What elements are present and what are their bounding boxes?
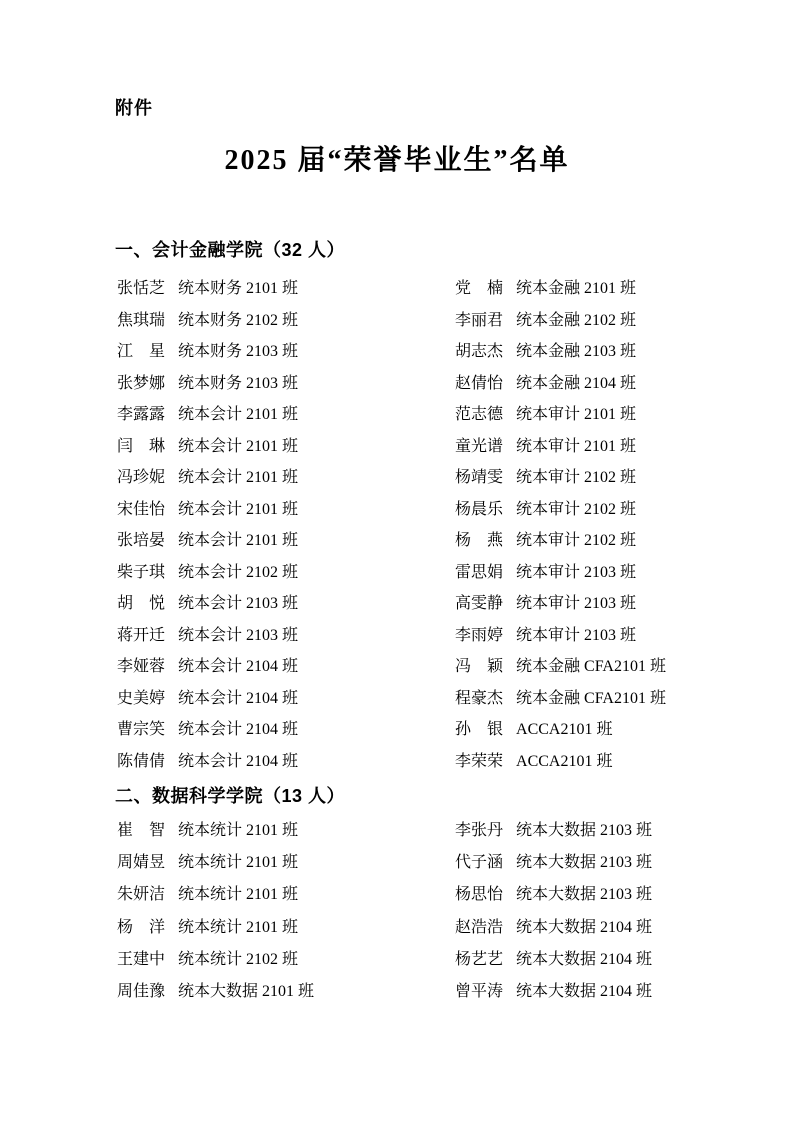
graduate-name: 程豪杰: [455, 689, 504, 707]
graduate-entry: [455, 622, 754, 645]
graduate-name: 冯珍妮: [117, 469, 166, 487]
graduate-entry: [117, 464, 455, 487]
section-rows-data-science: [117, 812, 754, 1006]
graduate-class: 统本会计 2104 班: [178, 752, 299, 770]
graduate-entry: [455, 849, 754, 872]
graduate-row: [117, 586, 754, 618]
graduate-class: 统本金融 2102 班: [516, 311, 637, 329]
graduate-entry: [117, 338, 455, 361]
graduate-class: ACCA2101 班: [516, 752, 613, 770]
graduate-name: 周婧昱: [117, 853, 166, 871]
graduate-entry: [455, 307, 754, 330]
graduate-row: [117, 744, 754, 776]
graduate-entry: [117, 685, 455, 708]
graduate-entry: [117, 590, 455, 613]
graduate-class: 统本会计 2101 班: [178, 469, 299, 487]
graduate-name: 崔 智: [117, 821, 166, 839]
graduate-class: 统本金融 CFA2101 班: [516, 658, 666, 676]
graduate-entry: [117, 622, 455, 645]
graduate-name: 党 楠: [455, 280, 504, 298]
graduate-entry: [117, 653, 455, 676]
graduate-name: 王建中: [117, 950, 166, 968]
graduate-name: 冯 颖: [455, 658, 504, 676]
graduate-row: [117, 271, 754, 303]
graduate-row: [117, 941, 754, 973]
graduate-row: [117, 877, 754, 909]
graduate-class: 统本统计 2101 班: [178, 918, 299, 936]
graduate-entry: [117, 946, 455, 969]
section-heading-data-science: 二、数据科学学院（13 人）: [115, 786, 346, 806]
graduate-class: 统本金融 CFA2101 班: [516, 689, 666, 707]
graduate-row: [117, 812, 754, 844]
graduate-name: 李张丹: [455, 821, 504, 839]
graduate-name: 闫 琳: [117, 437, 166, 455]
graduate-name: 赵倩怡: [455, 374, 504, 392]
graduate-row: [117, 460, 754, 492]
graduate-name: 杨思怡: [455, 886, 504, 904]
graduate-class: 统本审计 2102 班: [516, 532, 637, 550]
graduate-name: 曹宗笑: [117, 721, 166, 739]
graduate-entry: [455, 748, 754, 771]
graduate-row: [117, 334, 754, 366]
graduate-name: 宋佳怡: [117, 500, 166, 518]
graduate-name: 李雨婷: [455, 626, 504, 644]
graduate-name: 范志德: [455, 406, 504, 424]
graduate-entry: [455, 881, 754, 904]
graduate-name: 杨 洋: [117, 918, 166, 936]
graduate-row: [117, 523, 754, 555]
graduate-entry: [117, 370, 455, 393]
graduate-name: 焦琪瑞: [117, 311, 166, 329]
graduate-name: 童光谱: [455, 437, 504, 455]
graduate-row: [117, 649, 754, 681]
graduate-class: 统本审计 2103 班: [516, 563, 637, 581]
graduate-class: 统本审计 2102 班: [516, 469, 637, 487]
graduate-name: 江 星: [117, 343, 166, 361]
graduate-class: 统本财务 2101 班: [178, 280, 299, 298]
graduate-name: 李露露: [117, 406, 166, 424]
graduate-entry: [117, 527, 455, 550]
graduate-class: 统本会计 2103 班: [178, 626, 299, 644]
graduate-row: [117, 618, 754, 650]
graduate-entry: [117, 817, 455, 840]
graduate-name: 张培晏: [117, 532, 166, 550]
graduate-entry: [455, 338, 754, 361]
graduate-entry: [455, 590, 754, 613]
graduate-class: 统本金融 2104 班: [516, 374, 637, 392]
graduate-class: 统本会计 2102 班: [178, 563, 299, 581]
graduate-entry: [455, 946, 754, 969]
graduate-entry: [117, 849, 455, 872]
graduate-entry: [455, 275, 754, 298]
graduate-name: 李丽君: [455, 311, 504, 329]
graduate-class: 统本统计 2102 班: [178, 950, 299, 968]
graduate-class: 统本会计 2101 班: [178, 532, 299, 550]
graduate-class: 统本大数据 2104 班: [516, 950, 653, 968]
graduate-class: 统本大数据 2101 班: [178, 983, 315, 1001]
graduate-class: 统本金融 2101 班: [516, 280, 637, 298]
graduate-name: 李荣荣: [455, 752, 504, 770]
graduate-name: 杨 燕: [455, 532, 504, 550]
graduate-entry: [117, 401, 455, 424]
graduate-class: 统本会计 2104 班: [178, 721, 299, 739]
graduate-class: 统本审计 2103 班: [516, 595, 637, 613]
graduate-name: 蒋开迁: [117, 626, 166, 644]
graduate-row: [117, 681, 754, 713]
graduate-class: 统本会计 2101 班: [178, 406, 299, 424]
graduate-name: 雷思娟: [455, 563, 504, 581]
graduate-class: 统本审计 2103 班: [516, 626, 637, 644]
graduate-class: 统本会计 2104 班: [178, 689, 299, 707]
graduate-name: 杨艺艺: [455, 950, 504, 968]
graduate-entry: [455, 653, 754, 676]
graduate-class: 统本审计 2101 班: [516, 406, 637, 424]
graduate-class: 统本审计 2102 班: [516, 500, 637, 518]
graduate-class: 统本统计 2101 班: [178, 853, 299, 871]
graduate-entry: [117, 748, 455, 771]
section-rows-accounting-finance: [117, 271, 754, 775]
graduate-row: [117, 973, 754, 1005]
graduate-name: 孙 银: [455, 721, 504, 739]
graduate-name: 张梦娜: [117, 374, 166, 392]
graduate-entry: [455, 496, 754, 519]
graduate-name: 张恬芝: [117, 280, 166, 298]
section-heading-accounting-finance: 一、会计金融学院（32 人）: [115, 240, 346, 260]
graduate-name: 柴子琪: [117, 563, 166, 581]
graduate-name: 杨晨乐: [455, 500, 504, 518]
graduate-row: [117, 303, 754, 335]
graduate-row: [117, 397, 754, 429]
graduate-row: [117, 844, 754, 876]
graduate-entry: [455, 817, 754, 840]
graduate-entry: [117, 914, 455, 937]
graduate-name: 胡 悦: [117, 595, 166, 613]
graduate-entry: [455, 685, 754, 708]
graduate-entry: [455, 464, 754, 487]
graduate-class: 统本大数据 2104 班: [516, 918, 653, 936]
graduate-name: 史美婷: [117, 689, 166, 707]
graduate-name: 杨靖雯: [455, 469, 504, 487]
graduate-row: [117, 712, 754, 744]
graduate-entry: [117, 978, 455, 1001]
graduate-name: 李娅蓉: [117, 658, 166, 676]
graduate-name: 周佳豫: [117, 983, 166, 1001]
graduate-class: 统本大数据 2103 班: [516, 853, 653, 871]
graduate-row: [117, 909, 754, 941]
graduate-row: [117, 366, 754, 398]
graduate-class: 统本统计 2101 班: [178, 886, 299, 904]
graduate-row: [117, 555, 754, 587]
graduate-class: 统本大数据 2104 班: [516, 983, 653, 1001]
graduate-entry: [455, 559, 754, 582]
graduate-entry: [117, 496, 455, 519]
graduate-entry: [117, 275, 455, 298]
graduate-class: 统本财务 2103 班: [178, 374, 299, 392]
graduate-entry: [455, 401, 754, 424]
graduate-entry: [117, 881, 455, 904]
graduate-row: [117, 429, 754, 461]
graduate-entry: [455, 716, 754, 739]
graduate-name: 高雯静: [455, 595, 504, 613]
graduate-name: 陈倩倩: [117, 752, 166, 770]
graduate-row: [117, 492, 754, 524]
graduate-class: 统本大数据 2103 班: [516, 821, 653, 839]
graduate-entry: [117, 433, 455, 456]
graduate-entry: [117, 716, 455, 739]
graduate-entry: [455, 370, 754, 393]
graduate-class: 统本会计 2101 班: [178, 437, 299, 455]
graduate-class: 统本统计 2101 班: [178, 821, 299, 839]
graduate-name: 曾平涛: [455, 983, 504, 1001]
graduate-class: 统本审计 2101 班: [516, 437, 637, 455]
graduate-name: 胡志杰: [455, 343, 504, 361]
graduate-entry: [455, 914, 754, 937]
graduate-entry: [455, 433, 754, 456]
graduate-class: 统本财务 2103 班: [178, 343, 299, 361]
graduate-name: 朱妍洁: [117, 886, 166, 904]
graduate-name: 代子涵: [455, 853, 504, 871]
graduate-entry: [117, 307, 455, 330]
page-title: 2025 届“荣誉毕业生”名单: [224, 145, 570, 176]
graduate-class: 统本大数据 2103 班: [516, 886, 653, 904]
graduate-entry: [117, 559, 455, 582]
graduate-name: 赵浩浩: [455, 918, 504, 936]
attachment-label: 附件: [115, 98, 153, 118]
graduate-class: 统本会计 2104 班: [178, 658, 299, 676]
graduate-entry: [455, 527, 754, 550]
graduate-class: ACCA2101 班: [516, 721, 613, 739]
graduate-entry: [455, 978, 754, 1001]
graduate-class: 统本会计 2101 班: [178, 500, 299, 518]
graduate-class: 统本会计 2103 班: [178, 595, 299, 613]
graduate-class: 统本金融 2103 班: [516, 343, 637, 361]
graduate-class: 统本财务 2102 班: [178, 311, 299, 329]
